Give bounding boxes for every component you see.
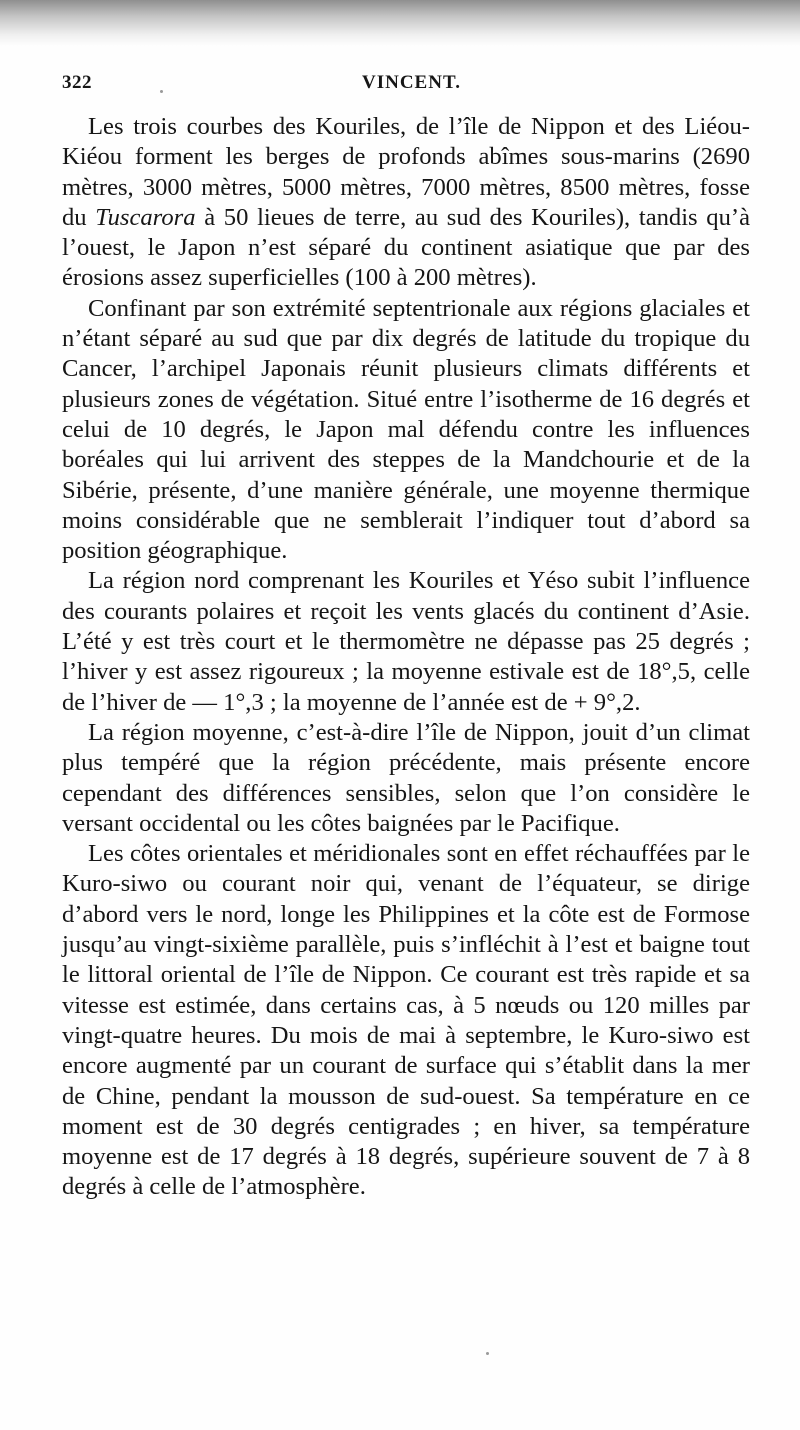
paragraph bbox=[62, 112, 750, 294]
page-header bbox=[62, 72, 742, 102]
text-body bbox=[62, 112, 750, 1203]
paragraph-text: à 50 lieues de terre, au sud des Kouriles), tandis qu’à l’ouest, le Japon n’est séparé du continent asiatique que par des érosions assez superficielles (100 à 200 mètres). bbox=[62, 203, 750, 292]
paragraph: La région nord comprenant les Kouriles et Yéso subit l’influence des courants polaires et reçoit les vents glacés du continent d’Asie. L’été y est très court et le thermomètre ne dépasse pas 25 degrés ; l’hiver y est assez rigoureux ; la moyenne estivale est de 18°,5, celle de l’hiver de — 1°,3 ; la moyenne de l’année est de + 9°,2. bbox=[62, 567, 750, 716]
running-title: VINCENT. bbox=[362, 72, 461, 93]
paragraph: Les côtes orientales et méridionales sont en effet réchauffées par le Kuro-siwo ou courant noir qui, venant de l’équateur, se dirige d’abord vers le nord, longe les Philippines et la côte est de Formose jusqu’au vingt-sixième parallèle, puis s’infléchit à l’est et baigne tout le littoral oriental de l’île de Nippon. Ce courant est très rapide et sa vitesse est estimée, dans certains cas, à 5 nœuds ou 120 milles par vingt-quatre heures. Du mois de mai à septembre, le Kuro-siwo est encore augmenté par un courant de surface qui s’établit dans la mer de Chine, pendant la mousson de sud-ouest. Sa température en ce moment est de 30 degrés centigrades ; en hiver, sa température moyenne est de 17 degrés à 18 degrés, supérieure souvent de 7 à 8 degrés à celle de l’atmosphère. bbox=[62, 840, 750, 1201]
paragraph: La région moyenne, c’est-à-dire l’île de Nippon, jouit d’un climat plus tempéré que la région précédente, mais présente encore cependant des différences sensibles, selon que l’on considère le versant occidental ou les côtes baignées par le Pacifique. bbox=[62, 718, 750, 837]
page-number: 322 bbox=[62, 72, 92, 93]
ship-name: Tuscarora bbox=[95, 203, 196, 231]
scan-speck bbox=[486, 1352, 489, 1355]
paragraph: Confinant par son extrémité septentrionale aux régions glaciales et n’étant séparé au sud que par dix degrés de latitude du tropique du Cancer, l’archipel Japonais réunit plusieurs climats différents et plusieurs zones de végétation. Situé entre l’isotherme de 16 degrés et celui de 10 degrés, le Japon mal défendu contre les influences boréales qui lui arrivent des steppes de la Mandchourie et de la Sibérie, présente, d’une manière générale, une moyenne thermique moins considérable que ne semblerait l’indiquer tout d’abord sa position géographique. bbox=[62, 294, 750, 565]
scan-shadow bbox=[0, 0, 800, 46]
paragraph-text: Les trois courbes des Kouriles, de l’île de Nippon et des Liéou-Kiéou forment les berges de profonds abîmes sous-marins (2690 mètres, 3000 mètres, 5000 mètres, 7000 mètres, 8500 mètres, fosse du bbox=[62, 113, 750, 231]
